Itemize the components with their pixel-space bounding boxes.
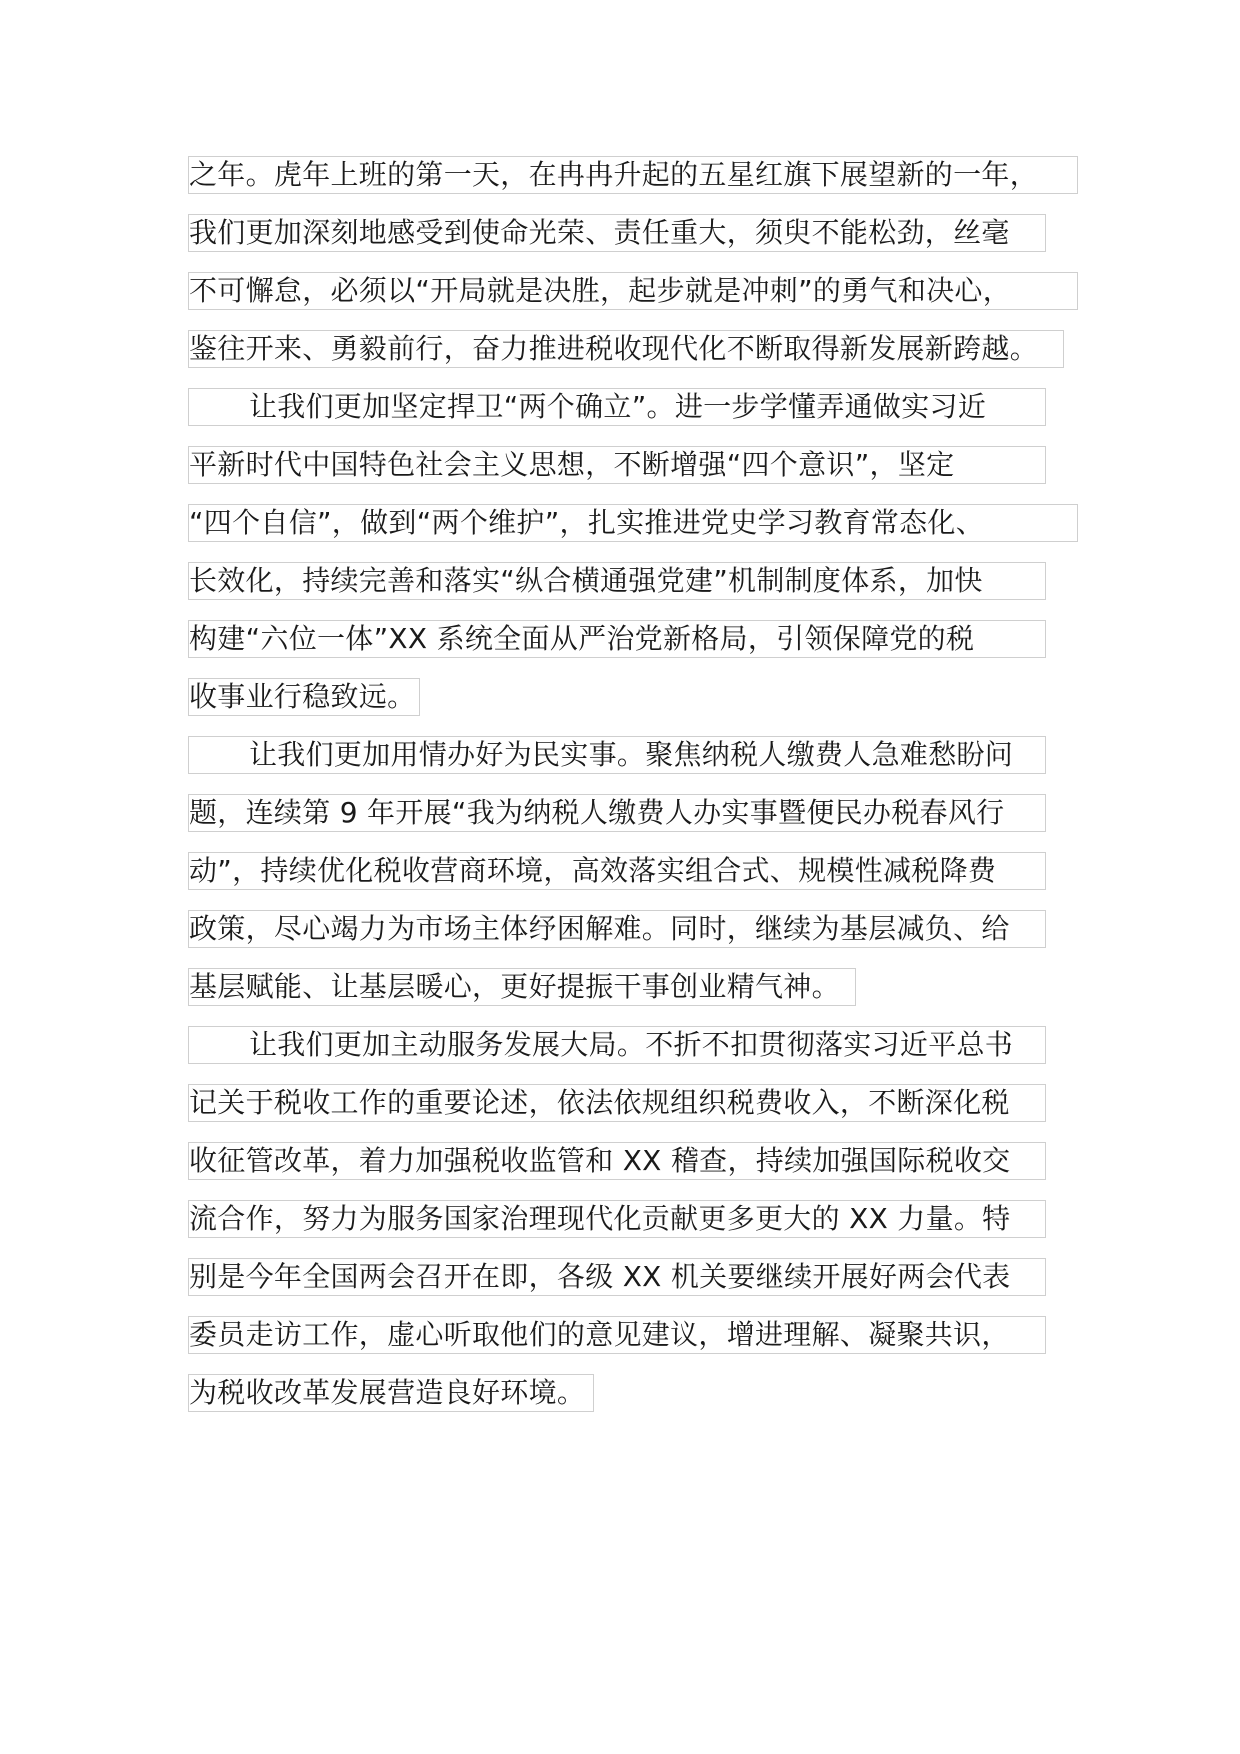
text-line: 政策，尽心竭力为市场主体纾困解难。同时，继续为基层减负、给 (188, 910, 1046, 948)
text-line: 平新时代中国特色社会主义思想，不断增强“四个意识”，坚定 (188, 446, 1046, 484)
text-line: 长效化，持续完善和落实“纵合横通强党建”机制制度体系，加快 (188, 562, 1046, 600)
text-line: 别是今年全国两会召开在即，各级 XX 机关要继续开展好两会代表 (188, 1258, 1046, 1296)
text-line: 动”，持续优化税收营商环境，高效落实组合式、规模性减税降费 (188, 852, 1046, 890)
text-line: 题，连续第 9 年开展“我为纳税人缴费人办实事暨便民办税春风行 (188, 794, 1046, 832)
text-line: 收事业行稳致远。 (188, 678, 420, 716)
text-line: 记关于税收工作的重要论述，依法依规组织税费收入，不断深化税 (188, 1084, 1046, 1122)
paragraph-start-line: 让我们更加用情办好为民实事。聚焦纳税人缴费人急难愁盼问 (188, 736, 1046, 774)
text-line: “四个自信”，做到“两个维护”，扎实推进党史学习教育常态化、 (188, 504, 1078, 542)
text-line: 不可懈怠，必须以“开局就是决胜，起步就是冲刺”的勇气和决心， (188, 272, 1078, 310)
text-line: 鉴往开来、勇毅前行，奋力推进税收现代化不断取得新发展新跨越。 (188, 330, 1064, 368)
text-line: 为税收改革发展营造良好环境。 (188, 1374, 594, 1412)
text-line: 基层赋能、让基层暖心，更好提振干事创业精气神。 (188, 968, 856, 1006)
paragraph-start-line: 让我们更加坚定捍卫“两个确立”。进一步学懂弄通做实习近 (188, 388, 1046, 426)
text-line: 流合作，努力为服务国家治理现代化贡献更多更大的 XX 力量。特 (188, 1200, 1046, 1238)
text-line: 之年。虎年上班的第一天，在冉冉升起的五星红旗下展望新的一年， (188, 156, 1078, 194)
text-line: 收征管改革，着力加强税收监管和 XX 稽查，持续加强国际税收交 (188, 1142, 1046, 1180)
text-line: 我们更加深刻地感受到使命光荣、责任重大，须臾不能松劲，丝毫 (188, 214, 1046, 252)
text-line: 构建“六位一体”XX 系统全面从严治党新格局，引领保障党的税 (188, 620, 1046, 658)
paragraph-start-line: 让我们更加主动服务发展大局。不折不扣贯彻落实习近平总书 (188, 1026, 1046, 1064)
text-line: 委员走访工作，虚心听取他们的意见建议，增进理解、凝聚共识， (188, 1316, 1046, 1354)
